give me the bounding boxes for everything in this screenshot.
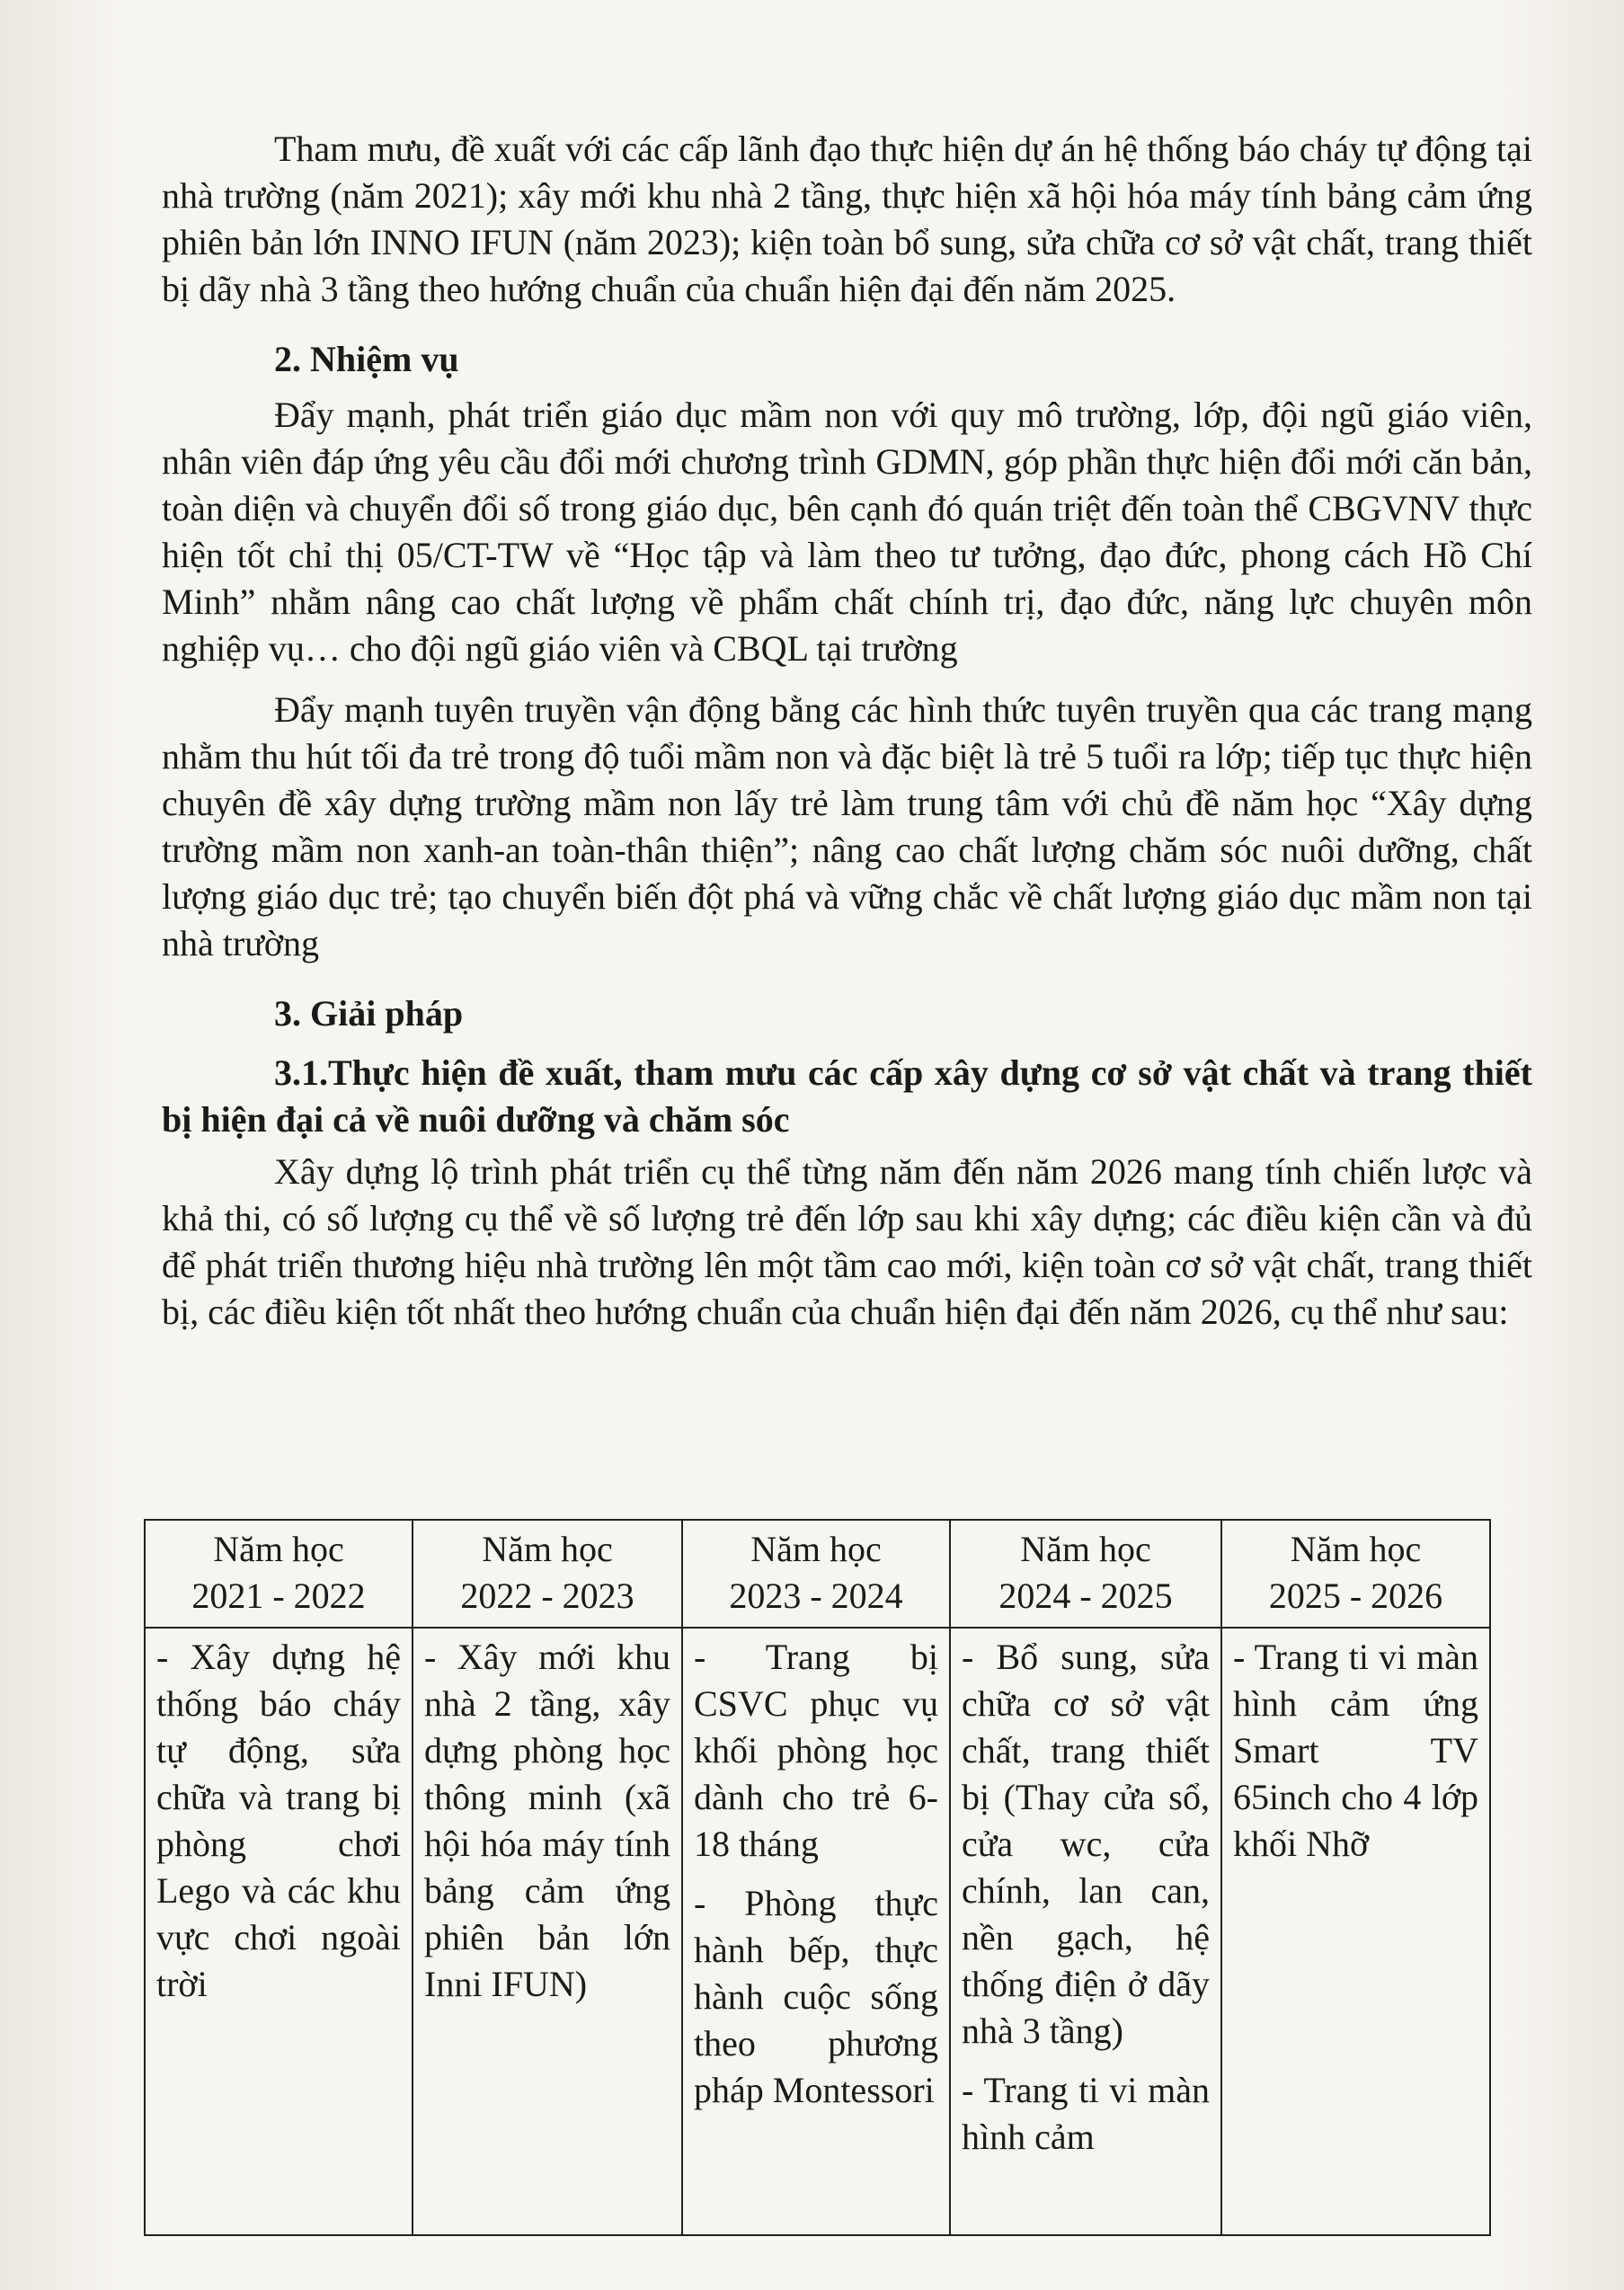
table-header-cell: [145, 1520, 413, 1628]
table-header-row: [145, 1520, 1490, 1628]
header-label: Năm học: [1290, 1529, 1422, 1569]
table-cell: [682, 1628, 950, 2235]
table-row: [145, 1628, 1490, 2235]
header-year: 2024 - 2025: [998, 1575, 1173, 1616]
header-year: 2025 - 2026: [1268, 1575, 1443, 1616]
table-cell: [1221, 1628, 1490, 2235]
table-header-cell: [682, 1520, 950, 1628]
paragraph-proposal: Tham mưu, đề xuất với các cấp lãnh đạo thực hiện dự án hệ thống báo cháy tự động tại nhà trường (năm 2021); xây mới khu nhà 2 tầng, thực hiện xã hội hóa máy tính bảng cảm ứng phiên bản lớn INNO IFUN (năm 2023); kiện toàn bổ sung, sửa chữa cơ sở vật chất, trang thiết bị dãy nhà 3 tầng theo hướng chuẩn của chuẩn hiện đại đến năm 2025.: [162, 129, 1532, 309]
table-header-cell: [1221, 1520, 1490, 1628]
paragraph-roadmap: Xây dựng lộ trình phát triển cụ thể từng năm đến năm 2026 mang tính chiến lược và khả thi, có số lượng cụ thể về số lượng trẻ đến lớp sau khi xây dựng; các điều kiện cần và đủ để phát triển thương hiệu nhà trường lên một tầm cao mới, kiện toàn cơ sở vật chất, trang thiết bị, các điều kiện tốt nhất theo hướng chuẩn của chuẩn hiện đại đến năm 2026, cụ thể như sau:: [162, 1151, 1532, 1332]
cell-item: - Trang ti vi màn hình cảm: [962, 2070, 1210, 2157]
subheading-3-1: 3.1.Thực hiện đề xuất, tham mưu các cấp xây dựng cơ sở vật chất và trang thiết bị hiện đại cả về nuôi dưỡng và chăm sóc: [162, 1052, 1532, 1140]
paragraph-tasks-1: Đẩy mạnh, phát triển giáo dục mầm non với quy mô trường, lớp, đội ngũ giáo viên, nhân viên đáp ứng yêu cầu đổi mới chương trình GDMN, góp phần thực hiện đổi mới căn bản, toàn diện và chuyển đổi số trong giáo dục, bên cạnh đó quán triệt đến toàn thể CBGVNV thực hiện tốt chỉ thị 05/CT-TW về “Học tập và làm theo tư tưởng, đạo đức, phong cách Hồ Chí Minh” nhằm nâng cao chất lượng về phẩm chất chính trị, đạo đức, năng lực chuyên môn nghiệp vụ… cho đội ngũ giáo viên và CBQL tại trường: [162, 395, 1532, 669]
table-header-cell: [413, 1520, 682, 1628]
cell-item: - Xây dựng hệ thống báo cháy tự động, sửa chữa và trang bị phòng chơi Lego và các khu vực chơi ngoài trời: [156, 1637, 401, 2004]
document-body: [162, 126, 1532, 1336]
cell-item: - Phòng thực hành bếp, thực hành cuộc sống theo phương pháp Montessori: [694, 1883, 938, 2110]
header-label: Năm học: [750, 1529, 882, 1569]
roadmap-table: [144, 1519, 1491, 2236]
header-label: Năm học: [213, 1529, 344, 1569]
header-label: Năm học: [1020, 1529, 1151, 1569]
header-year: 2022 - 2023: [460, 1575, 635, 1616]
header-year: 2023 - 2024: [729, 1575, 903, 1616]
paragraph-tasks-2: Đẩy mạnh tuyên truyền vận động bằng các hình thức tuyên truyền qua các trang mạng nhằm thu hút tối đa trẻ trong độ tuổi mầm non và đặc biệt là trẻ 5 tuổi ra lớp; tiếp tục thực hiện chuyên đề xây dựng trường mầm non lấy trẻ làm trung tâm với chủ đề năm học “Xây dựng trường mầm non xanh-an toàn-thân thiện”; nâng cao chất lượng chăm sóc nuôi dưỡng, chất lượng giáo dục trẻ; tạo chuyển biến đột phá và vững chắc về chất lượng giáo dục mầm non tại nhà trường: [162, 689, 1532, 963]
cell-item: - Trang ti vi màn hình cảm ứng Smart TV 65inch cho 4 lớp khối Nhỡ: [1233, 1637, 1478, 1864]
header-year: 2021 - 2022: [191, 1575, 366, 1616]
table-cell: [145, 1628, 413, 2235]
cell-item: - Bổ sung, sửa chữa cơ sở vật chất, trang thiết bị (Thay cửa sổ, cửa wc, cửa chính, lan can, nền gạch, hệ thống điện ở dãy nhà 3 tầng): [962, 1637, 1210, 2051]
cell-item: - Xây mới khu nhà 2 tầng, xây dựng phòng học thông minh (xã hội hóa máy tính bảng cảm ứng phiên bản lớn Inni IFUN): [424, 1637, 670, 2004]
table-header-cell: [950, 1520, 1221, 1628]
table-cell: [413, 1628, 682, 2235]
heading-solutions: 3. Giải pháp: [274, 993, 464, 1034]
heading-tasks: 2. Nhiệm vụ: [274, 339, 459, 379]
cell-item: - Trang bị CSVC phục vụ khối phòng học dành cho trẻ 6-18 tháng: [694, 1637, 938, 1864]
table-cell: [950, 1628, 1221, 2235]
header-label: Năm học: [482, 1529, 613, 1569]
